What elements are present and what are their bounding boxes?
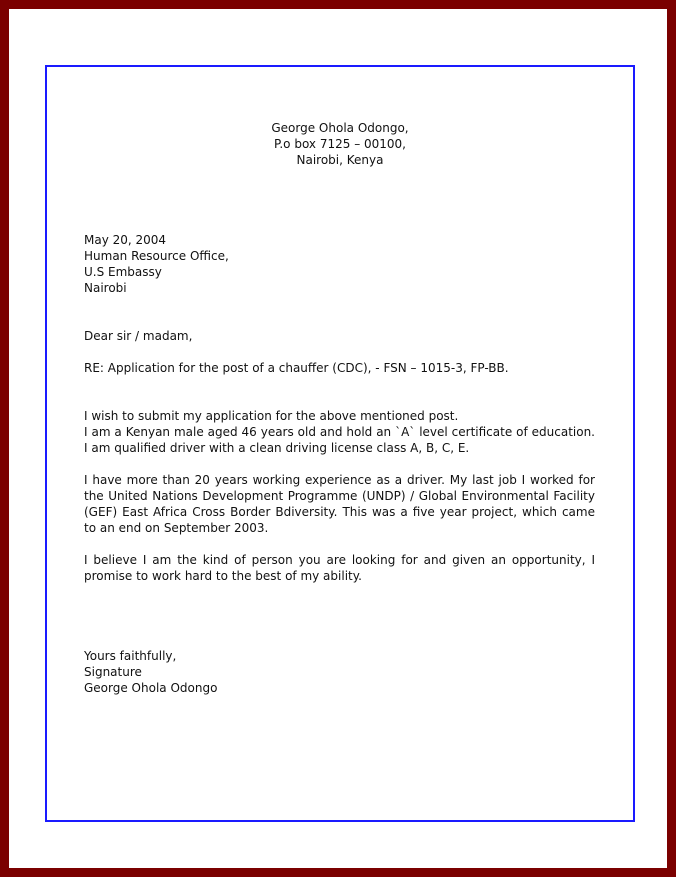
paragraph-1-intro: I wish to submit my application for the above mentioned post. [84,409,459,423]
valediction: Yours faithfully, [84,649,177,663]
sender-pobox: P.o box 7125 – 00100, [274,137,406,151]
paragraph-3: I believe I am the kind of person you are looking for and given an opportunity, I promise to work hard to the best of my ability. [84,553,595,583]
sender-city: Nairobi, Kenya [296,153,384,167]
sender-name: George Ohola Odongo, [271,121,409,135]
sender-address [45,120,635,168]
subject-line: RE: Application for the post of a chauffer (CDC), - FSN – 1015-3, FP-BB. [84,361,509,375]
paragraph-1: I am a Kenyan male aged 46 years old and hold an `A` level certificate of education. I am qualified driver with a clean driving license class A, B, C, E. [84,425,595,455]
letter-date: May 20, 2004 [84,233,167,247]
recipient-city: Nairobi [84,281,127,295]
salutation: Dear sir / madam, [84,329,193,343]
signature-label: Signature [84,665,142,679]
recipient-office: Human Resource Office, [84,249,229,263]
paragraph-2: I have more than 20 years working experience as a driver. My last job I worked for the United Nations Development Programme (UNDP) / Global Environmental Facility (GEF) East Africa Cross Border Bdiversity. This was a five year project, which came to an end on September 2003. [84,473,595,535]
signer-name: George Ohola Odongo [84,681,218,695]
recipient-organization: U.S Embassy [84,265,162,279]
